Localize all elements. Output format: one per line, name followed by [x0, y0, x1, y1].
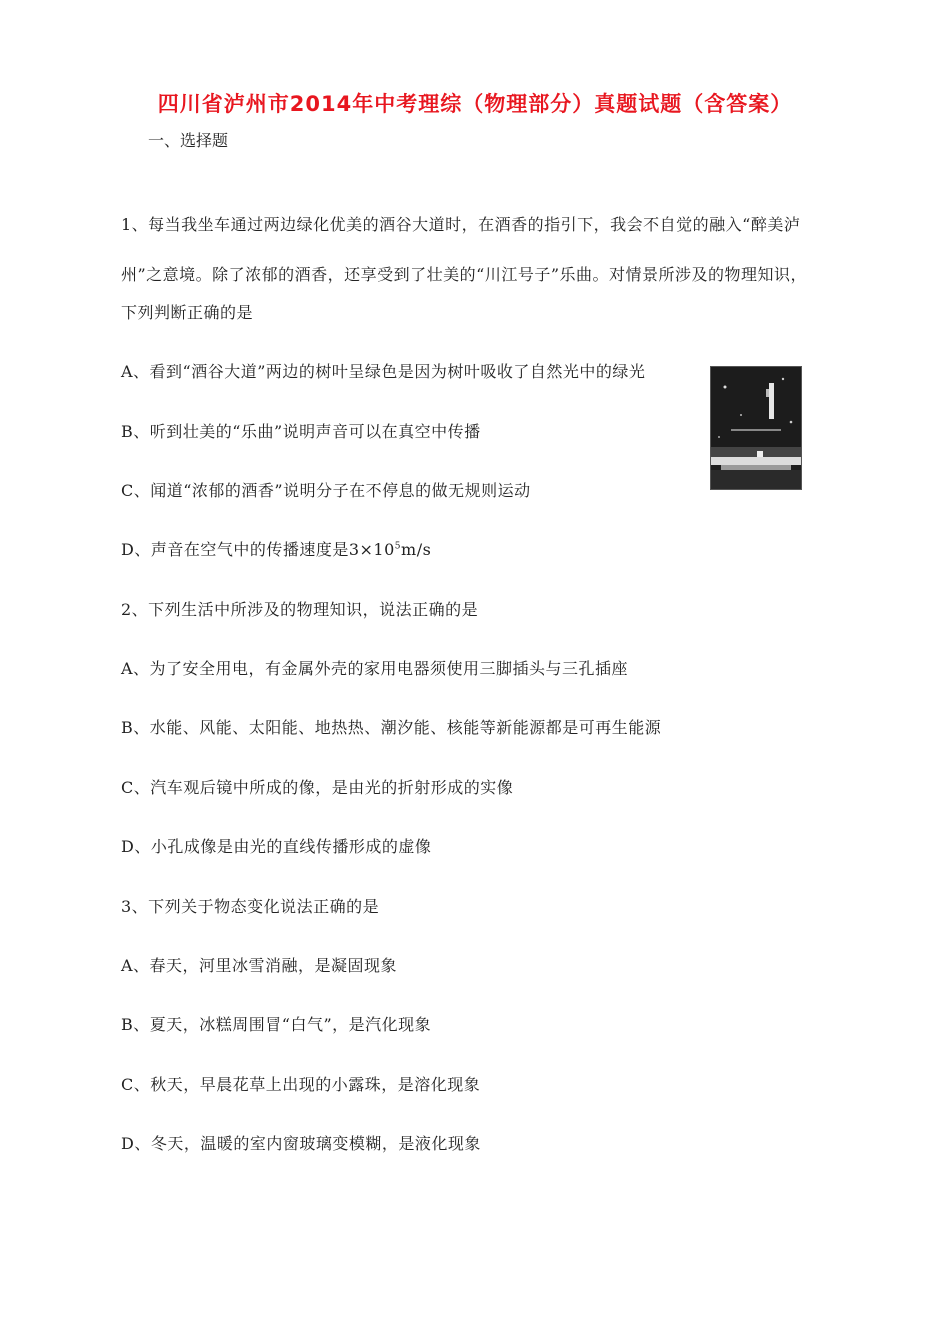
q3-option-c: C、秋天，早晨花草上出现的小露珠，是溶化现象 [121, 1075, 481, 1094]
q1-option-d-prefix: D、声音在空气中的传播速度是3×10 [121, 540, 395, 559]
scene-photo [710, 366, 802, 490]
q1-option-d-suffix: m/s [401, 540, 432, 559]
q2-option-c: C、汽车观后镜中所成的像，是由光的折射形成的实像 [121, 778, 514, 797]
scene-photo-graphic [711, 367, 801, 489]
section-heading: 一、选择题 [148, 131, 229, 150]
q1-option-c: C、闻道“浓郁的酒香”说明分子在不停息的做无规则运动 [121, 481, 531, 500]
q3-stem: 3、下列关于物态变化说法正确的是 [121, 897, 380, 916]
document-title: 四川省泸州市2014年中考理综（物理部分）真题试题（含答案） [157, 92, 793, 116]
q3-option-d: D、冬天，温暖的室内窗玻璃变模糊，是液化现象 [121, 1134, 481, 1153]
q1-stem-line2: 州”之意境。除了浓郁的酒香，还享受到了壮美的“川江号子”乐曲。对情景所涉及的物理知识， [121, 265, 808, 284]
q3-option-a: A、春天，河里冰雪消融，是凝固现象 [121, 956, 398, 975]
q1-option-b: B、听到壮美的“乐曲”说明声音可以在真空中传播 [121, 422, 481, 441]
q1-option-a: A、看到“酒谷大道”两边的树叶呈绿色是因为树叶吸收了自然光中的绿光 [121, 362, 646, 381]
q2-option-d: D、小孔成像是由光的直线传播形成的虚像 [121, 837, 432, 856]
q1-option-d [121, 537, 431, 560]
q3-option-b: B、夏天，冰糕周围冒“白气”，是汽化现象 [121, 1015, 432, 1034]
q1-option-d-exponent: 5 [394, 541, 402, 552]
q2-option-a: A、为了安全用电，有金属外壳的家用电器须使用三脚插头与三孔插座 [121, 659, 629, 678]
q2-option-b: B、水能、风能、太阳能、地热热、潮汐能、核能等新能源都是可再生能源 [121, 718, 662, 737]
q2-stem: 2、下列生活中所涉及的物理知识，说法正确的是 [121, 600, 479, 619]
q1-stem-line1: 1、每当我坐车通过两边绿化优美的酒谷大道时，在酒香的指引下，我会不自觉的融入“醉美泸 [121, 215, 801, 234]
q1-stem-line3: 下列判断正确的是 [121, 303, 254, 322]
